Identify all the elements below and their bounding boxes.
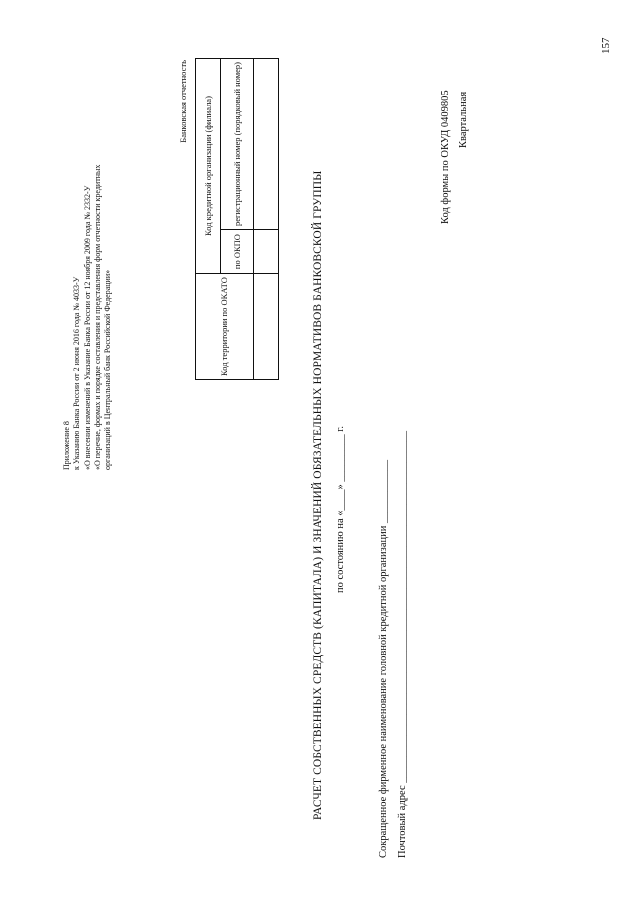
codes-table [195,58,279,380]
org-code-header-cell: Код кредитной организации (филиала) [196,59,221,274]
okato-value-cell [254,274,279,380]
page-number: 157 [600,37,612,54]
appendix-line: организаций в Центральный банк Российской Федерации» [103,269,113,470]
date-line: по состоянию на «____» _________ г. [335,425,346,593]
postal-address-line: Почтовый адрес ___________________________________________________________________ [397,430,408,858]
reporting-label: Банковская отчетность [178,60,188,143]
okpo-header-cell: по ОКПО [221,230,254,274]
appendix-line: «О перечне, формах и порядке составления и представления форм отчетности кредитных [92,164,102,470]
periodicity: Квартальная [458,91,469,148]
appendix-header [62,50,113,470]
okpo-value-cell [254,230,279,274]
okato-header-cell: Код территории по ОКАТО [196,274,254,380]
appendix-line: «О внесении изменений в Указание Банка России от 12 ноября 2009 года № 2332-У [82,185,92,470]
appendix-line: Приложение 8 [62,421,71,470]
form-code: Код формы по ОКУД 0409805 [440,90,451,224]
reg-number-value-cell [254,59,279,230]
appendix-line: к Указанию Банка России от 2 июня 2016 года № 4033-У [72,276,82,470]
reg-number-header-cell: регистрационный номер (порядковый номер) [221,59,254,230]
org-name-line: Сокращенное фирменное наименование головной кредитной организации ____________ [378,460,389,858]
form-title: РАСЧЕТ СОБСТВЕННЫХ СРЕДСТВ (КАПИТАЛА) И ЗНАЧЕНИЙ ОБЯЗАТЕЛЬНЫХ НОРМАТИВОВ БАНКОВСКОЙ ГРУППЫ [312,170,324,820]
